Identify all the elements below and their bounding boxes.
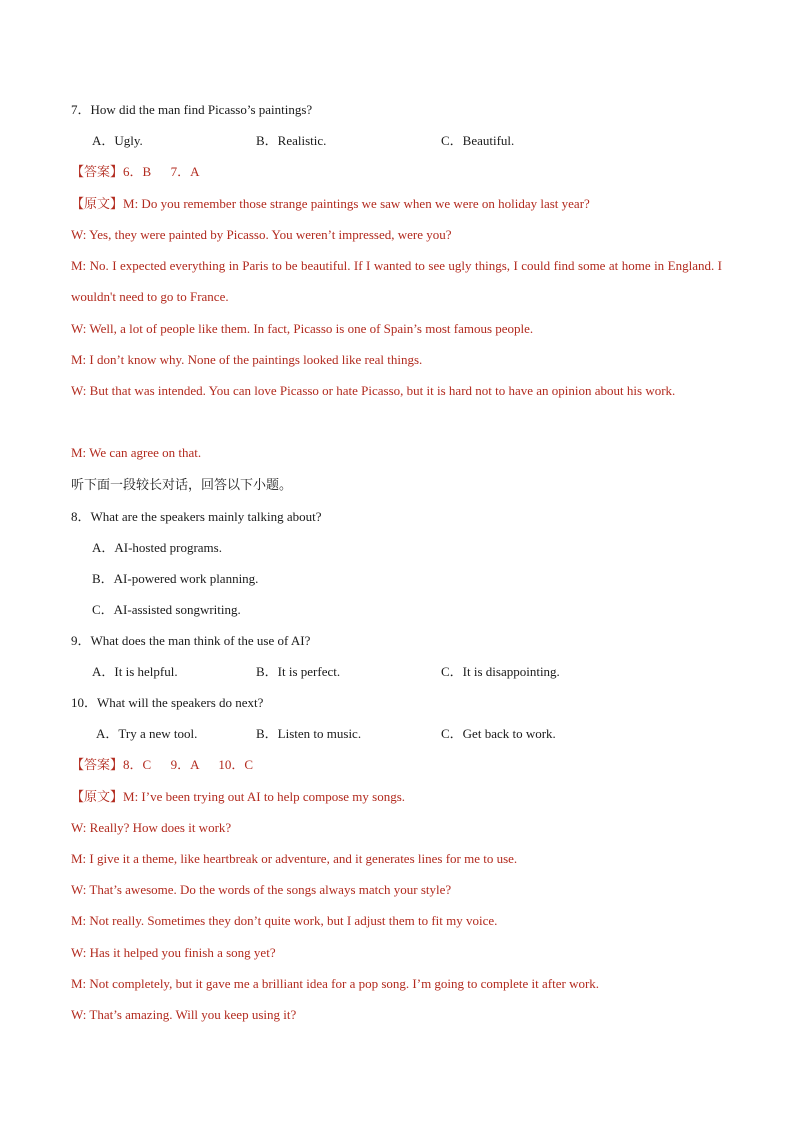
question-9-option-c: C．It is disappointing. <box>441 664 560 679</box>
answer-block-2 <box>71 756 253 775</box>
question-7-option-a: A．Ugly. <box>92 133 143 148</box>
question-10-option-a: A．Try a new tool. <box>96 726 198 741</box>
question-7-stem: 7．How did the man find Picasso’s paintings? <box>71 102 313 117</box>
transcript-line: W: Yes, they were painted by Picasso. You weren’t impressed, were you? <box>71 227 452 242</box>
question-9-option-b: B．It is perfect. <box>256 664 341 679</box>
transcript-line: M: I don’t know why. None of the paintings looked like real things. <box>71 352 423 367</box>
transcript-line: M: Not completely, but it gave me a brilliant idea for a pop song. I’m going to complete it after work. <box>71 976 600 991</box>
section-instruction: 听下面一段较长对话，回答以下小题。 <box>71 478 293 493</box>
question-9-stem: 9．What does the man think of the use of AI? <box>71 633 311 648</box>
question-7-option-c: C．Beautiful. <box>441 133 515 148</box>
question-10-option-c: C．Get back to work. <box>441 726 556 741</box>
transcript-line: W: Has it helped you finish a song yet? <box>71 945 276 960</box>
transcript-text: M: I’ve been trying out AI to help compose my songs. <box>123 789 406 804</box>
transcript-line: W: That’s amazing. Will you keep using it? <box>71 1007 297 1022</box>
transcript-line: M: We can agree on that. <box>71 445 202 460</box>
transcript-line: M: No. I expected everything in Paris to be beautiful. If I wanted to see ugly things, I could find some at home in England. I wouldn't need to go to France. <box>71 258 722 304</box>
transcript-label: 【原文】 <box>71 790 124 805</box>
question-8-option-a: A．AI-hosted programs. <box>92 540 222 555</box>
transcript-line: W: But that was intended. You can love Picasso or hate Picasso, but it is hard not to have an opinion about his work. <box>71 383 676 398</box>
question-10-stem: 10．What will the speakers do next? <box>71 695 264 710</box>
answer-label: 【答案】 <box>71 165 124 180</box>
question-8-option-c: C．AI-assisted songwriting. <box>92 602 241 617</box>
transcript-label: 【原文】 <box>71 197 124 212</box>
question-7-option-b: B．Realistic. <box>256 133 327 148</box>
transcript-line <box>71 195 590 214</box>
transcript-line: W: Well, a lot of people like them. In fact, Picasso is one of Spain’s most famous people. <box>71 321 534 336</box>
question-9-option-a: A．It is helpful. <box>92 664 178 679</box>
transcript-line: M: Not really. Sometimes they don’t quite work, but I adjust them to fit my voice. <box>71 913 498 928</box>
transcript-line: W: Really? How does it work? <box>71 820 232 835</box>
transcript-text: M: Do you remember those strange paintings we saw when we were on holiday last year? <box>123 196 590 211</box>
question-8-option-b: B．AI-powered work planning. <box>92 571 259 586</box>
transcript-line: M: I give it a theme, like heartbreak or adventure, and it generates lines for me to use. <box>71 851 518 866</box>
transcript-line <box>71 788 405 807</box>
question-10-option-b: B．Listen to music. <box>256 726 362 741</box>
answer-label: 【答案】 <box>71 758 124 773</box>
answer-text: 6．B 7．A <box>123 164 200 179</box>
question-8-stem: 8．What are the speakers mainly talking about? <box>71 509 322 524</box>
transcript-line: W: That’s awesome. Do the words of the songs always match your style? <box>71 882 452 897</box>
answer-text: 8．C 9．A 10．C <box>123 757 254 772</box>
answer-block-1 <box>71 163 200 182</box>
